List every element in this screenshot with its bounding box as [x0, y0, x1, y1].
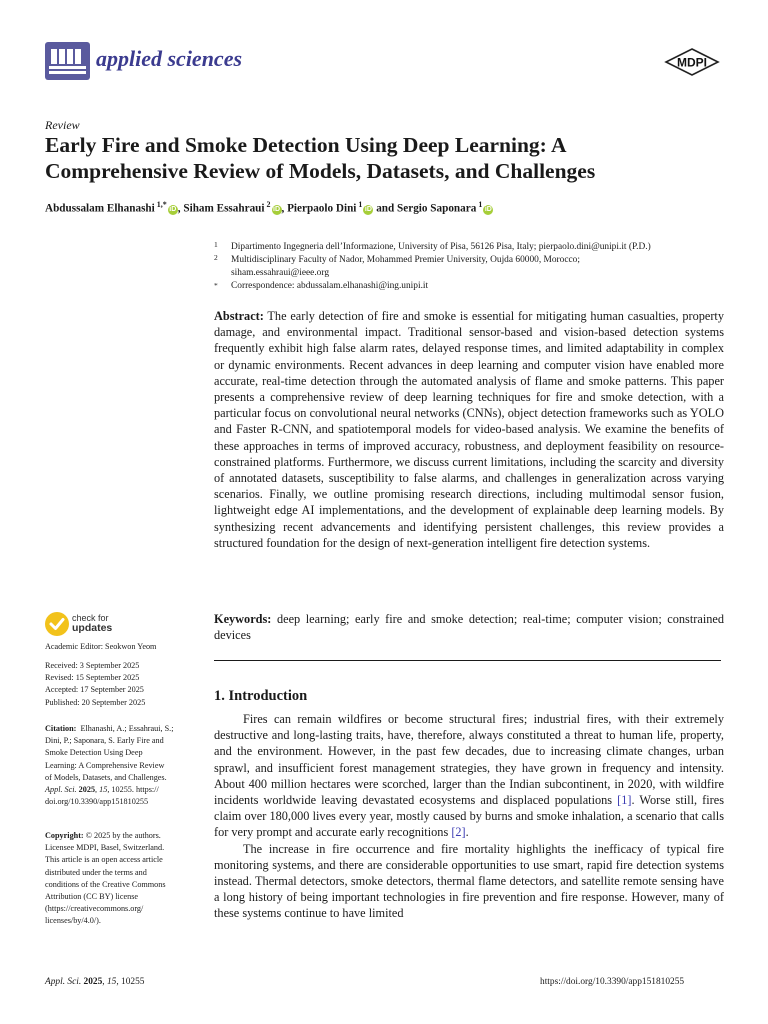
license-link[interactable]: (https://creativecommons.org/	[45, 904, 144, 914]
license-link[interactable]: licenses/by/4.0/).	[45, 916, 101, 926]
citation-line: Dini, P.; Saponara, S. Early Fire and	[45, 736, 164, 746]
citation-link[interactable]: [1]	[617, 793, 632, 808]
footer-doi-link[interactable]: https://doi.org/10.3390/app151810255	[540, 977, 685, 987]
author-name[interactable]: Siham Essahraui	[183, 202, 265, 215]
author-separator: ,	[177, 202, 184, 215]
footer-article-number: , 10255	[116, 977, 145, 987]
author-affil-sup: 2	[266, 200, 271, 209]
paragraph-1	[214, 711, 724, 841]
footer-volume: 15	[106, 977, 117, 987]
footer-citation: Appl. Sci. 2025, 15, 10255	[45, 977, 145, 987]
affiliation-number: 1	[214, 240, 218, 249]
article-type: Review	[45, 118, 80, 132]
paragraph-text: . Worse still, fires claim over 180,000 lives every year, mostly caused by burns and smoke inhalation, a scenario that calls for very prompt and accurate early recognitions	[214, 793, 724, 840]
footer-journal: Appl. Sci.	[45, 977, 82, 987]
check-updates-icon	[45, 612, 69, 636]
citation-line: Elhanashi, A.; Essahraui, S.;	[80, 724, 174, 733]
copyright-line: This article is an open access article	[45, 855, 163, 865]
citation-line: Smoke Detection Using Deep	[45, 748, 143, 758]
copyright-label: Copyright:	[45, 831, 84, 840]
published-date: Published: 20 September 2025	[45, 697, 146, 707]
copyright-line: distributed under the terms and	[45, 867, 147, 877]
affiliation-text: Multidisciplinary Faculty of Nador, Mohammed Premier University, Oujda 60000, Morocco;	[231, 255, 580, 265]
citation-volume: 15	[99, 785, 108, 795]
keywords	[214, 611, 724, 643]
copyright-line: conditions of the Creative Commons	[45, 879, 166, 889]
academic-editor: Academic Editor: Seokwon Yeom	[45, 642, 157, 651]
citation-year: 2025	[78, 785, 96, 795]
orcid-icon[interactable]: iD	[364, 205, 372, 213]
abstract-text: The early detection of fire and smoke is essential for mitigating human casualties, property damage, and environmental impact. Traditional sensor-based and vision-based detection systems frequently exhibit high false alarm rates, delayed response times, and limited adaptability in complex or dynamic environments. Recent advances in deep learning and computer vision have enabled more accurate, real-time detection through the automated analysis of flame and smoke patterns. This paper presents a comprehensive review of deep learning techniques for fire and smoke detection, with a particular focus on convolutional neural networks (CNNs), object detection frameworks such as YOLO and Faster R-CNN, and spatiotemporal models for video-based analysis. We examine the benefits of these approaches in terms of improved accuracy, robustness, and deployment feasibility on resource-constrained platforms. Furthermore, we discuss current limitations, including the scarcity and diversity of annotated datasets, susceptibility to false alarms, and challenges in generalization across varying scenarios. Finally, we outline promising research directions, including multimodal sensor fusion, lightweight edge AI implementations, and the development of explainable deep learning models. By synthesizing recent advancements and identifying persistent challenges, this review provides a structured foundation for the design of next-generation intelligent fire detection systems.	[214, 309, 724, 550]
author-name[interactable]: Pierpaolo Dini	[287, 202, 357, 215]
title-line-1: Early Fire and Smoke Detection Using Deep Learning: A	[45, 133, 567, 157]
author-list	[45, 200, 725, 215]
orcid-icon[interactable]: iD	[273, 205, 280, 213]
check-updates-label	[72, 613, 112, 633]
revised-date: Revised: 15 September 2025	[45, 673, 140, 683]
citation-journal: Appl. Sci.	[45, 785, 77, 795]
paragraph-text: Fires can remain wildfires or become structural fires; industrial fires, with their extremely destructive and long-lasting traits, have, therefore, always constituted a threat to human life, property, and the environment. However, in the past few decades, due to increasing climate changes, urban sprawl, and insufficient forest management strategies, they have grown in frequency and intensity. About 400 million hectares were scorched, larger than the Indian subcontinent, in 2020, with wildfire incidents worldwide leaving devastated ecosystems and displaced populations	[214, 712, 724, 808]
journal-name: applied sciences	[96, 46, 243, 71]
copyright-block	[45, 830, 205, 928]
author-affil-sup: 1,*	[156, 200, 167, 209]
keywords-label: Keywords:	[214, 612, 272, 626]
abstract-label: Abstract:	[214, 309, 264, 323]
keywords-text: deep learning; early fire and smoke detection; real-time; computer vision; constrained devices	[214, 612, 724, 643]
paragraph-2: The increase in fire occurrence and fire mortality highlights the inefficacy of typical fire monitoring systems, and there are considerable opportunities to use smart, rapid fire detection systems instead. Thermal detectors, smoke detectors, thermal flame detectors, and satellite remote sensing have a long history of being important technologies in fire prevention and fire response. However, many of these systems continue to have limited	[214, 841, 724, 921]
author-name[interactable]: Sergio Saponara	[397, 202, 477, 215]
check-updates-line2: updates	[72, 622, 113, 634]
citation-link[interactable]: [2]	[451, 825, 466, 840]
author-separator: and	[373, 202, 398, 215]
copyright-line: Attribution (CC BY) license	[45, 892, 139, 902]
footer-year: 2025	[83, 977, 103, 987]
orcid-icon[interactable]: iD	[484, 205, 492, 213]
mdpi-logo-icon	[664, 48, 720, 76]
author-name[interactable]: Abdussalam Elhanashi	[45, 202, 155, 215]
orcid-icon[interactable]: iD	[169, 205, 177, 213]
citation-doi-link[interactable]: doi.org/10.3390/app151810255	[45, 797, 149, 807]
citation-line: , 10255. https://	[107, 785, 159, 795]
citation-block: Citation: Elhanashi, A.; Essahraui, S.; Dini, P.; Saponara, S. Early Fire and Smoke Detection Using Deep Learning: A Comprehensive Review of Models, Datasets, and Challenges. Appl. Sci. 2025, 15, 10255. https:// doi.org/10.3390/app151810255	[45, 723, 205, 808]
mdpi-logo-text: MDPI	[677, 55, 707, 70]
title-line-2: Comprehensive Review of Models, Datasets, and Challenges	[45, 159, 596, 183]
article-title	[45, 132, 725, 184]
publication-dates	[45, 660, 205, 709]
affiliation-number: 2	[214, 253, 218, 262]
copyright-line: © 2025 by the authors.	[85, 831, 161, 840]
citation-line: of Models, Datasets, and Challenges.	[45, 772, 167, 782]
journal-logo-icon	[45, 42, 90, 80]
copyright-line: Licensee MDPI, Basel, Switzerland.	[45, 843, 165, 853]
check-for-updates-button[interactable]	[45, 612, 165, 638]
received-date: Received: 3 September 2025	[45, 661, 140, 670]
author-affil-sup: 1	[358, 200, 363, 209]
introduction-body	[214, 711, 724, 922]
section-title: 1. Introduction	[214, 688, 308, 704]
correspondence-text: Correspondence: abdussalam.elhanashi@ing.unipi.it	[231, 281, 429, 291]
author-affil-sup: 1	[478, 200, 483, 209]
section-divider	[214, 660, 721, 661]
abstract	[214, 308, 724, 551]
accepted-date: Accepted: 17 September 2025	[45, 685, 144, 695]
citation-line: Learning: A Comprehensive Review	[45, 760, 165, 770]
check-updates-line1: check for	[72, 613, 109, 623]
citation-label: Citation:	[45, 724, 77, 733]
paragraph-text: .	[465, 825, 469, 840]
affiliation-email[interactable]: siham.essahraui@ieee.org	[231, 268, 330, 278]
affiliation-text: Dipartimento Ingegneria dell’Informazione, University of Pisa, 56126 Pisa, Italy; pierpaolo.dini@unipi.it (P.D.)	[231, 242, 651, 252]
author-separator: ,	[281, 202, 288, 215]
correspondence-marker: *	[214, 281, 218, 290]
